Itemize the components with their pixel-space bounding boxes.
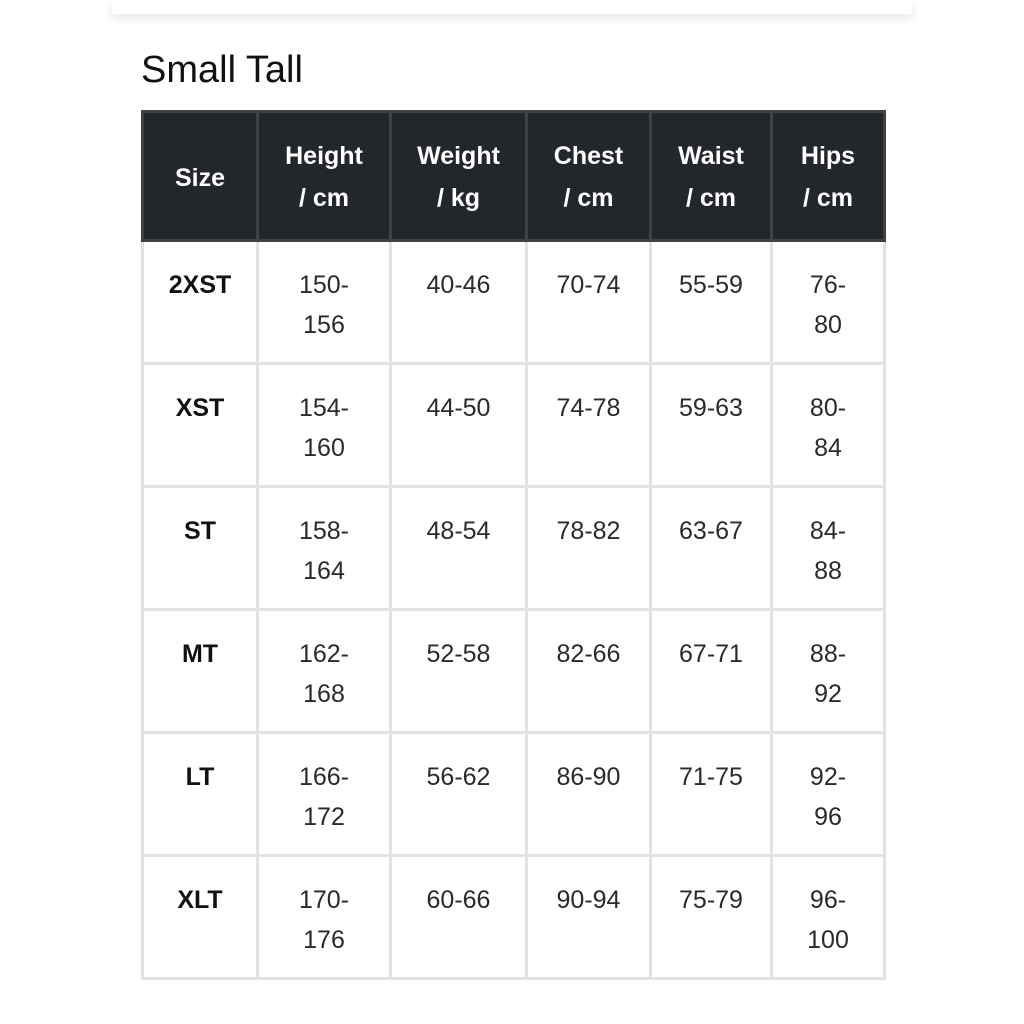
cell-chest: 90-94 xyxy=(527,856,651,979)
cell-height-line1: 150- xyxy=(298,271,350,299)
cell-weight: 56-62 xyxy=(391,733,527,856)
cell-hips xyxy=(772,241,885,364)
page-title: Small Tall xyxy=(141,49,303,91)
cell-hips-line1: 84- xyxy=(809,517,847,545)
cell-hips xyxy=(772,856,885,979)
cell-size: XST xyxy=(143,364,258,487)
cell-height-line1: 154- xyxy=(298,394,350,422)
cell-hips-line1: 76- xyxy=(809,271,847,299)
cell-height-line2: 172 xyxy=(303,803,345,831)
cell-hips-line2: 88 xyxy=(814,557,842,585)
cell-hips-line2: 84 xyxy=(814,434,842,462)
cell-waist: 59-63 xyxy=(651,364,772,487)
header-size-line2: Size xyxy=(174,164,226,192)
cell-chest: 78-82 xyxy=(527,487,651,610)
table-row xyxy=(143,733,885,856)
cell-height xyxy=(258,610,391,733)
header-waist xyxy=(651,112,772,241)
cell-waist: 71-75 xyxy=(651,733,772,856)
cell-height-line1: 158- xyxy=(298,517,350,545)
cell-hips-line1: 92- xyxy=(809,763,847,791)
header-weight xyxy=(391,112,527,241)
size-chart-table xyxy=(141,110,886,980)
header-height-line1: Height xyxy=(285,142,363,170)
cell-height-line1: 162- xyxy=(298,640,350,668)
cell-chest: 74-78 xyxy=(527,364,651,487)
table-row xyxy=(143,487,885,610)
cell-height-line1: 166- xyxy=(298,763,350,791)
cell-hips xyxy=(772,610,885,733)
cell-size: LT xyxy=(143,733,258,856)
cell-hips xyxy=(772,487,885,610)
cell-hips-line2: 96 xyxy=(814,803,842,831)
cell-height xyxy=(258,487,391,610)
table-row xyxy=(143,364,885,487)
cell-weight: 44-50 xyxy=(391,364,527,487)
cell-waist: 63-67 xyxy=(651,487,772,610)
cell-hips-line2: 92 xyxy=(814,680,842,708)
cell-size: ST xyxy=(143,487,258,610)
cell-size: 2XST xyxy=(143,241,258,364)
table-header-row xyxy=(143,112,885,241)
cell-hips-line1: 80- xyxy=(809,394,847,422)
header-hips-line1: Hips xyxy=(800,142,856,170)
cell-hips-line2: 100 xyxy=(807,926,849,954)
cell-height-line2: 164 xyxy=(303,557,345,585)
cell-weight: 48-54 xyxy=(391,487,527,610)
cell-height-line2: 156 xyxy=(303,311,345,339)
cell-height xyxy=(258,241,391,364)
cell-chest: 82-66 xyxy=(527,610,651,733)
cell-height-line2: 160 xyxy=(303,434,345,462)
header-waist-line1: Waist xyxy=(678,142,744,170)
cell-hips-line1: 96- xyxy=(809,886,847,914)
cell-waist: 75-79 xyxy=(651,856,772,979)
cell-size: XLT xyxy=(143,856,258,979)
cell-height xyxy=(258,856,391,979)
table-row xyxy=(143,241,885,364)
header-hips-line2: / cm xyxy=(802,184,854,212)
header-weight-line2: / kg xyxy=(436,184,481,212)
header-weight-line1: Weight xyxy=(417,142,500,170)
cell-height xyxy=(258,733,391,856)
cell-chest: 70-74 xyxy=(527,241,651,364)
cell-chest: 86-90 xyxy=(527,733,651,856)
cell-hips-line2: 80 xyxy=(814,311,842,339)
cell-weight: 52-58 xyxy=(391,610,527,733)
cell-height-line2: 176 xyxy=(303,926,345,954)
header-chest xyxy=(527,112,651,241)
header-hips xyxy=(772,112,885,241)
header-chest-line1: Chest xyxy=(553,142,624,170)
cell-hips-line1: 88- xyxy=(809,640,847,668)
top-card-edge xyxy=(112,0,912,14)
header-waist-line2: / cm xyxy=(685,184,737,212)
cell-weight: 60-66 xyxy=(391,856,527,979)
cell-height xyxy=(258,364,391,487)
header-height xyxy=(258,112,391,241)
cell-hips xyxy=(772,733,885,856)
cell-hips xyxy=(772,364,885,487)
header-chest-line2: / cm xyxy=(563,184,614,212)
header-height-line2: / cm xyxy=(298,184,350,212)
table-row xyxy=(143,610,885,733)
cell-height-line2: 168 xyxy=(303,680,345,708)
cell-waist: 55-59 xyxy=(651,241,772,364)
cell-waist: 67-71 xyxy=(651,610,772,733)
cell-weight: 40-46 xyxy=(391,241,527,364)
cell-size: MT xyxy=(143,610,258,733)
cell-height-line1: 170- xyxy=(298,886,350,914)
header-size xyxy=(143,112,258,241)
table-row xyxy=(143,856,885,979)
